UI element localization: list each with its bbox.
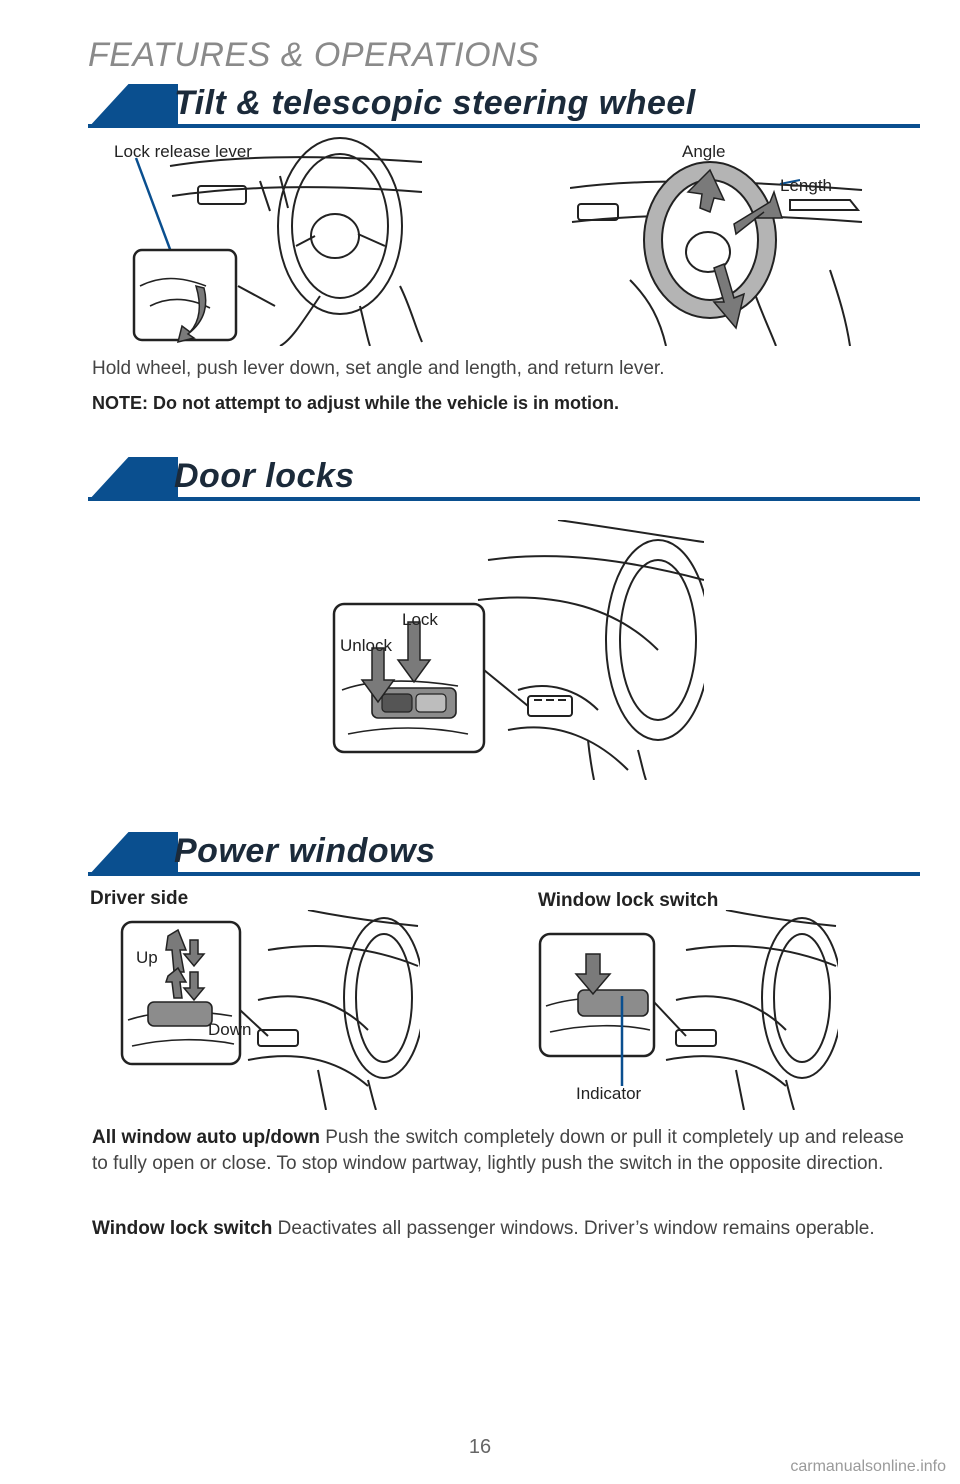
watermark: carmanualsonline.info: [790, 1458, 946, 1475]
window-lock-text: Deactivates all passenger windows. Driver’s window remains operable.: [272, 1218, 875, 1239]
section-title-door-locks: [88, 457, 920, 501]
lock-label: Lock: [402, 610, 438, 629]
section-title-text: Door locks: [174, 457, 355, 495]
inset-box: [134, 250, 236, 340]
window-switch-icon: [148, 1002, 212, 1026]
section-tab: [88, 84, 178, 128]
section-tab: [88, 832, 178, 876]
section-rule: [88, 497, 920, 501]
lock-release-lever-label: Lock release lever: [114, 142, 252, 161]
steering-lever-illustration: [110, 136, 430, 346]
unlock-label: Unlock: [340, 636, 392, 655]
page-header: FEATURES & OPERATIONS: [88, 36, 540, 74]
section-rule: [88, 872, 920, 876]
down-label: Down: [208, 1020, 252, 1039]
driver-window-illustration: [118, 910, 420, 1110]
window-lock-lead: Window lock switch: [92, 1218, 273, 1239]
length-label: Length: [780, 176, 832, 195]
section-title-text: Tilt & telescopic steering wheel: [174, 84, 696, 122]
section-title-power-windows: [88, 832, 920, 876]
section-title-text: Power windows: [174, 832, 436, 870]
tilt-note: NOTE: Do not attempt to adjust while the vehicle is in motion.: [92, 393, 620, 413]
auto-up-down-paragraph: [92, 1125, 912, 1177]
section-tab: [88, 457, 178, 501]
driver-side-label: Driver side: [90, 888, 189, 909]
window-lock-switch-label: Window lock switch: [538, 890, 719, 911]
page-number: 16: [468, 1436, 492, 1458]
indicator-label: Indicator: [576, 1084, 642, 1103]
section-title-tilt: [88, 84, 920, 128]
section-rule: [88, 124, 920, 128]
window-lock-paragraph: [92, 1216, 912, 1242]
auto-up-down-text: Push the switch completely down or pull it completely up and release to fully open or close. To stop window partway, lightly push the switch in the opposite direction.: [92, 1127, 904, 1174]
angle-label: Angle: [682, 142, 726, 161]
auto-up-down-lead: All window auto up/down: [92, 1127, 320, 1148]
up-label: Up: [136, 948, 158, 967]
tilt-instruction: Hold wheel, push lever down, set angle and length, and return lever.: [92, 358, 665, 379]
window-lock-button-icon: [578, 990, 648, 1016]
window-lock-illustration: [536, 910, 838, 1110]
